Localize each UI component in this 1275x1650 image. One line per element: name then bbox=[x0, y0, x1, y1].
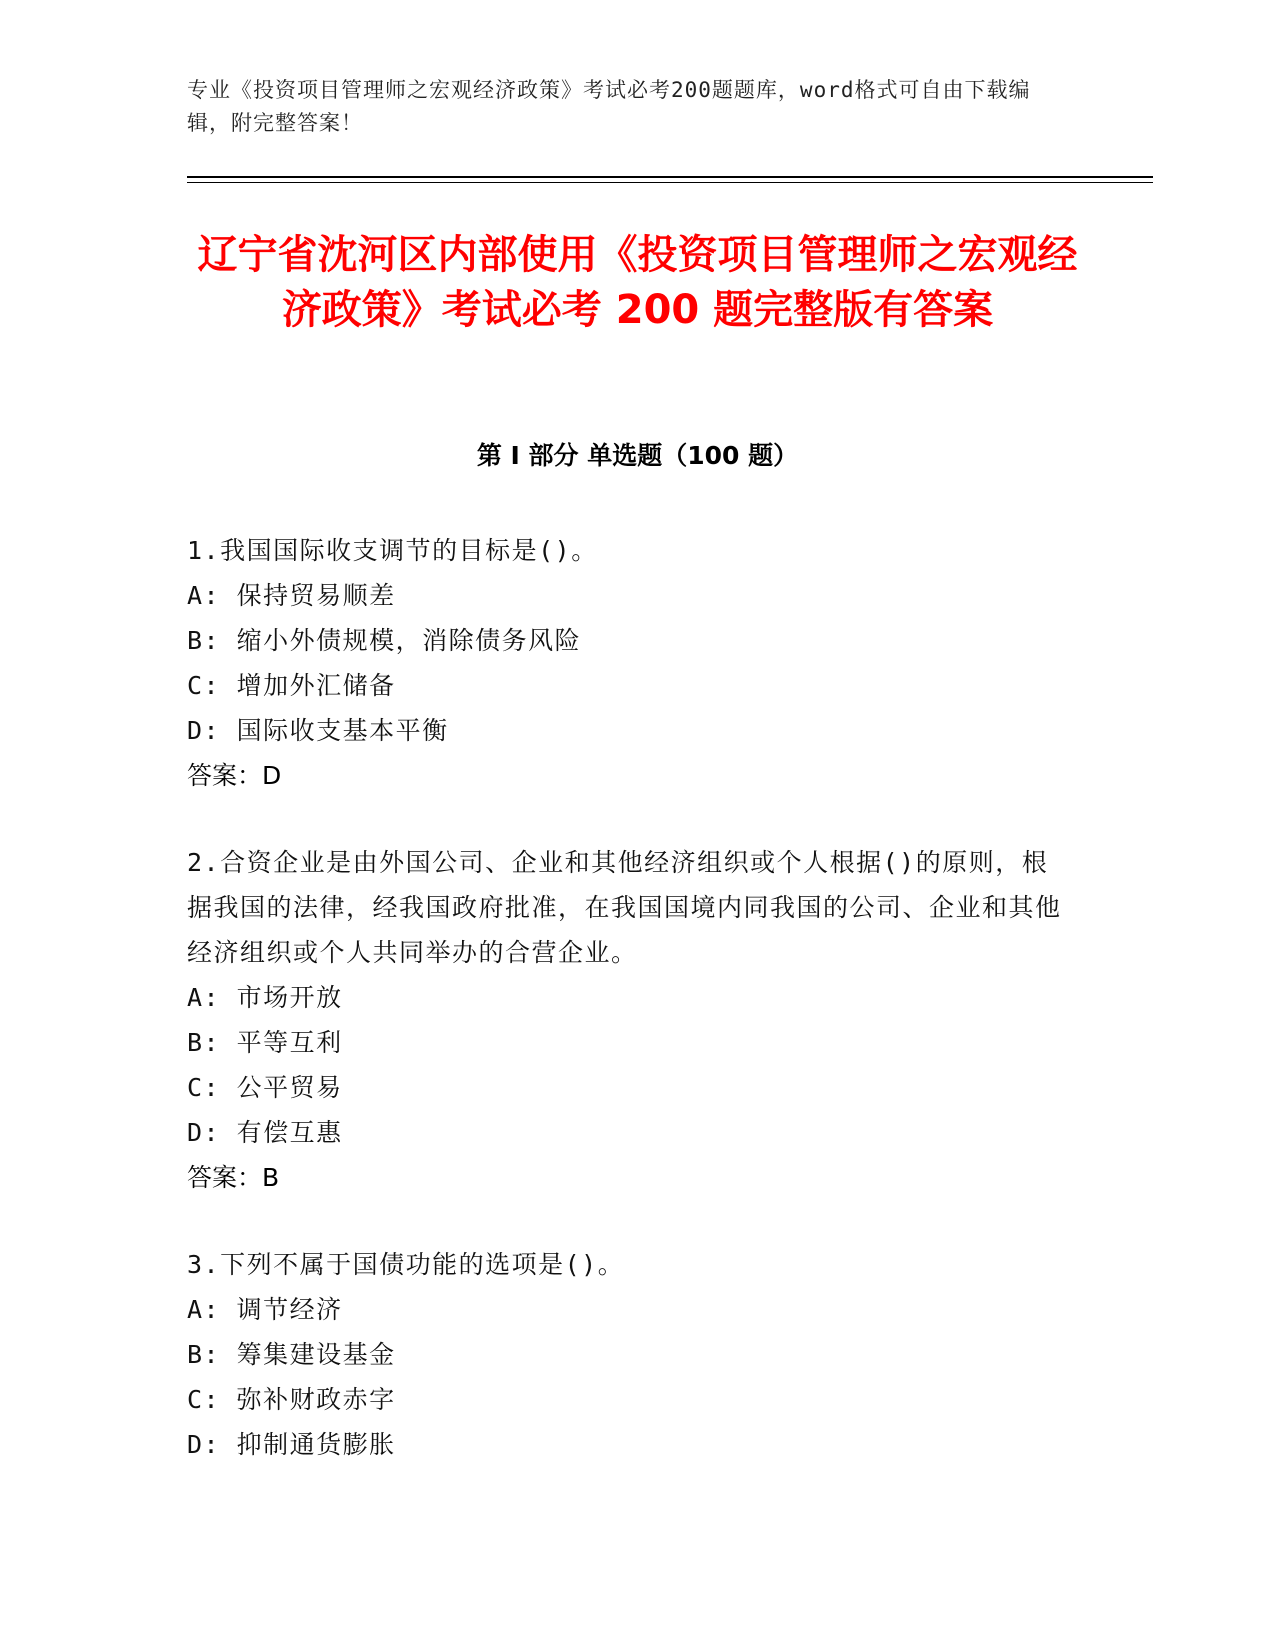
option-b: B: 平等互利 bbox=[187, 1028, 343, 1057]
option-d: D: 有偿互惠 bbox=[187, 1118, 343, 1147]
option-b: B: 缩小外债规模，消除债务风险 bbox=[187, 626, 582, 655]
option-a: A: 保持贸易顺差 bbox=[187, 581, 396, 610]
question-stem: 1.我国国际收支调节的目标是()。 bbox=[187, 536, 598, 565]
option-d: D: 国际收支基本平衡 bbox=[187, 716, 449, 745]
question-stem: 3.下列不属于国债功能的选项是()。 bbox=[187, 1250, 625, 1279]
option-c: C: 公平贸易 bbox=[187, 1073, 343, 1102]
option-b: B: 筹集建设基金 bbox=[187, 1340, 396, 1369]
question-2 bbox=[187, 840, 1067, 1200]
option-c: C: 增加外汇储备 bbox=[187, 671, 396, 700]
section-title: 第 I 部分 单选题（100 题） bbox=[476, 441, 799, 470]
header-rule-thick bbox=[187, 176, 1153, 178]
option-a: A: 市场开放 bbox=[187, 983, 343, 1012]
option-d: D: 抑制通货膨胀 bbox=[187, 1430, 396, 1459]
document-title: 辽宁省沈河区内部使用《投资项目管理师之宏观经济政策》考试必考 200 题完整版有答案 bbox=[197, 232, 1078, 333]
answer: 答案：B bbox=[187, 1163, 280, 1192]
answer: 答案：D bbox=[187, 761, 282, 790]
header-rule-thin bbox=[187, 182, 1153, 183]
option-c: C: 弥补财政赤字 bbox=[187, 1385, 396, 1414]
header-note: 专业《投资项目管理师之宏观经济政策》考试必考200题题库，word格式可自由下载编辑，附完整答案！ bbox=[187, 78, 1031, 135]
question-stem: 2.合资企业是由外国公司、企业和其他经济组织或个人根据()的原则，根据我国的法律，经我国政府批准，在我国国境内同我国的公司、企业和其他经济组织或个人共同举办的合营企业。 bbox=[187, 848, 1062, 967]
question-list bbox=[187, 528, 1067, 1509]
option-a: A: 调节经济 bbox=[187, 1295, 343, 1324]
question-3 bbox=[187, 1242, 1067, 1467]
question-1 bbox=[187, 528, 1067, 798]
